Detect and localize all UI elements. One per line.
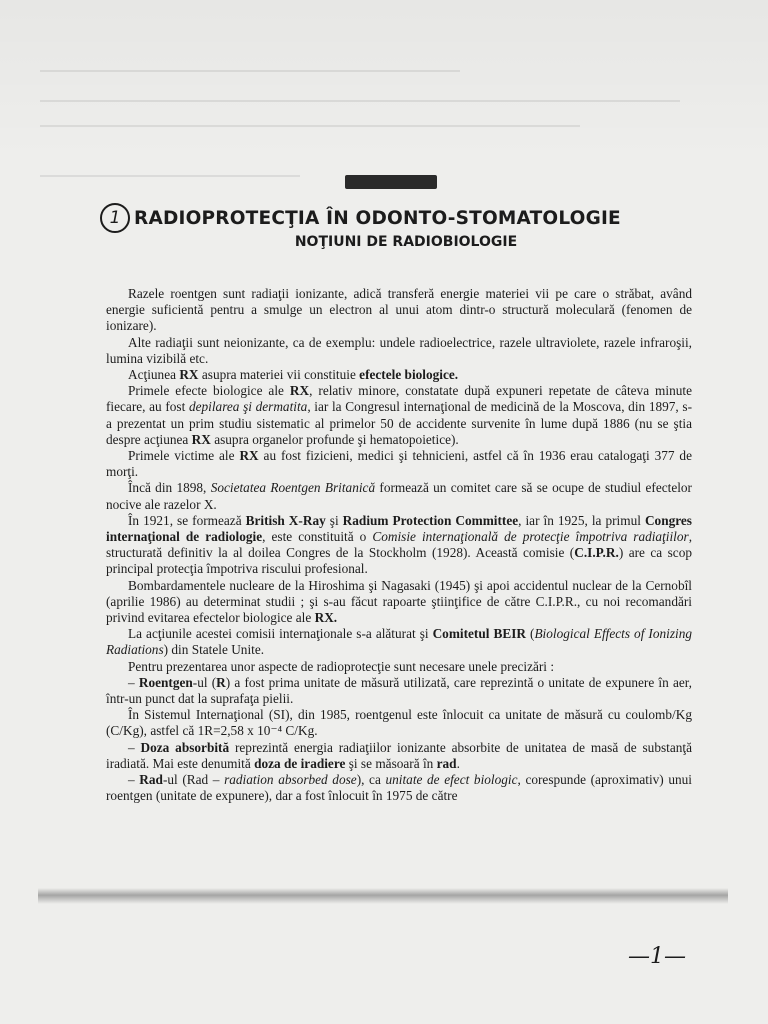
bold-text: R [216, 674, 226, 690]
text-run: formează un comitet care să se ocupe de studiul efectelor nocive ale razelor X. [106, 480, 692, 512]
text-run: Încă din 1898, [128, 480, 211, 496]
paragraph [106, 448, 692, 480]
paragraph [106, 480, 692, 512]
scan-streak [38, 888, 728, 904]
paragraph [106, 740, 692, 772]
bold-text: RX [191, 431, 211, 447]
bleed-through-shadow [0, 0, 768, 160]
paragraph [106, 335, 692, 367]
bold-text: Roentgen [138, 674, 193, 690]
text-run: ) din Statele Unite. [163, 642, 265, 658]
text-run: Razele roentgen sunt radiaţii ionizante, adică transferă energie materiei vii pe care o străbat, având energie suficientă pentru a smulge un electron al unui atom dintr-o structură moleculară (fenomen de ionizare). [106, 286, 692, 334]
bleed-through-line [40, 175, 300, 177]
bold-text: doza de iradiere [254, 755, 346, 771]
bold-text: Congres internaţional de radiologie [106, 512, 692, 545]
chapter-heading [100, 198, 680, 238]
paragraph [106, 626, 692, 658]
text-run: , corespunde (aproximativ) unui roentgen (unitate de expunere), dar a fost înlocuit în 1975 de către [106, 772, 692, 804]
text-run: ), ca [356, 772, 386, 788]
chapter-subtitle: NOŢIUNI DE RADIOBIOLOGIE [294, 234, 518, 250]
text-run: În Sistemul Internaţional (SI), din 1985, roentgenul este înlocuit ca unitate de măsură cu coulomb/Kg (C/Kg), astfel că 1R=2,58 x 10⁻⁴ C/Kg. [106, 707, 692, 739]
paragraph [106, 513, 692, 578]
text-run: . [456, 755, 460, 771]
text-run: ( [525, 626, 535, 642]
chapter-title: RADIOPROTECŢIA ÎN ODONTO-STOMATOLOGIE [134, 207, 621, 229]
bold-text: Doza absorbită [140, 739, 230, 755]
italic-text: radiation absorbed dose [224, 772, 357, 788]
text-run: Bombardamentele nucleare de la Hiroshima şi Nagasaki (1945) şi apoi accidentul nuclear de la Cernobîl (aprilie 1986) au determinat studii ; şi s-au făcut rapoarte ştiinţifice de către C.I.P.R., cu noi recomandări privind evitarea efectelor biologice ale [106, 577, 692, 626]
italic-text: unitate de efect biologic [385, 772, 518, 788]
chapter-number: 1 [100, 203, 130, 233]
paragraph [106, 772, 692, 804]
italic-text: Biological Effects of Ionizing Radiations [106, 626, 692, 658]
text-run: -ul (Rad – [162, 772, 225, 788]
bleed-through-line [40, 70, 460, 72]
bold-text: RX [289, 383, 310, 399]
bold-text: British X-Ray [245, 512, 326, 528]
bleed-through-line [40, 100, 680, 102]
text-run: Pentru prezentarea unor aspecte de radioprotecţie sunt necesare unele precizări : [128, 658, 555, 674]
text-run: -ul ( [192, 674, 217, 690]
page-number: —1— [628, 944, 686, 969]
italic-text: Comisie internaţională de protecţie împotriva radiaţiilor [372, 529, 689, 545]
text-run: au fost fizicieni, medici şi tehnicieni, astfel că în 1936 erau catalogaţi 377 de morţi. [106, 448, 692, 480]
redaction-bar [345, 175, 437, 189]
text-run: , iar la Congresul internaţional de medicină de la Moscova, din 1897, s-a prezentat un prim studiu sistematic al primelor 50 de accidente survenite în lume după 1886 (nu se ştia despre acţiunea [106, 399, 692, 447]
bold-text: Comitetul BEIR [432, 626, 526, 642]
text-run: , structurată definitiv la al doilea Congres de la Stockholm (1928). Această comisie ( [106, 529, 693, 561]
text-run: – [128, 674, 139, 690]
bold-text: RX. [314, 610, 338, 626]
paragraph [106, 383, 692, 448]
text-run: Primele victime ale [128, 448, 240, 464]
text-run: ) a fost prima unitate de măsură utilizată, care reprezintă o unitate de expunere în aer, într-un punct dat la suprafaţa pielii. [106, 674, 692, 707]
text-run: La acţiunile acestei comisii internaţionale s-a alăturat şi [128, 626, 433, 642]
bold-text: efectele biologice. [359, 367, 459, 383]
paragraph [106, 707, 692, 739]
bold-text: rad [436, 755, 457, 771]
bold-text: RX [179, 367, 199, 383]
italic-text: depilarea şi dermatita [188, 399, 308, 415]
text-run: şi [325, 512, 343, 528]
text-run: , iar în 1925, la primul [518, 512, 645, 528]
text-run: În 1921, se formează [128, 512, 246, 528]
text-run: Primele efecte biologice ale [128, 383, 290, 399]
text-run: asupra materiei vii constituie [198, 367, 360, 383]
paragraph [106, 578, 692, 627]
paragraph [106, 286, 692, 335]
text-run: ) are ca scop principal protecţia împotriva riscului profesional. [106, 545, 692, 577]
body-text [106, 286, 692, 805]
text-run: , relativ minore, constatate după expuneri repetate de câteva minute fiecare, au fost [106, 383, 692, 415]
bold-text: Radium Protection Committee [342, 512, 519, 528]
bold-text: C.I.P.R. [574, 545, 619, 561]
text-run: Alte radiaţii sunt neionizante, ca de exemplu: undele radioelectrice, razele ultraviolete, razele infraroşii, lumina vizibilă etc. [106, 334, 692, 366]
bold-text: RX [239, 448, 259, 464]
text-run: , este constituită o [262, 529, 373, 545]
italic-text: Societatea Roentgen Britanică [210, 480, 376, 496]
bleed-through-line [40, 125, 580, 127]
bold-text: Rad [139, 772, 163, 788]
text-run: – [128, 739, 141, 755]
paragraph [106, 367, 692, 383]
text-run: asupra organelor profunde şi hematopoietice). [210, 431, 459, 447]
text-run: reprezintă energia radiaţiilor ionizante absorbite de unitatea de masă de substanţă iradiată. Mai este denumită [106, 739, 692, 771]
text-run: Acţiunea [128, 367, 180, 383]
paragraph [106, 675, 692, 707]
text-run: – [128, 772, 140, 788]
paragraph [106, 659, 692, 675]
text-run: şi se măsoară în [345, 755, 437, 771]
